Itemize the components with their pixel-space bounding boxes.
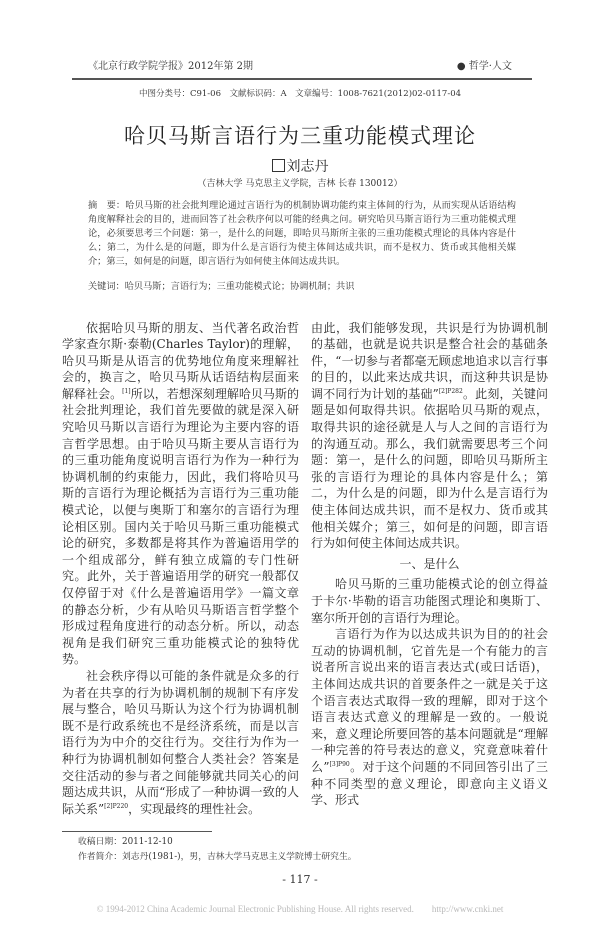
received-date: 收稿日期：2011-12-10	[78, 837, 173, 848]
citation: [1]	[122, 387, 131, 395]
paragraph-text: 依据哈贝马斯的朋友、当代著名政治哲学家查尔斯·泰勒(Charles Taylor)的理解，哈贝马斯是从语言的优势地位角度来理解社会的，换言之，哈贝马斯从话语结构层面来解释社会。	[62, 320, 299, 401]
body-paragraph	[62, 320, 299, 668]
section-label: ● 哲学·人文	[456, 61, 512, 72]
abstract: 摘 要：哈贝马斯的社会批判理论通过言语行为的机制协调功能约束主体间的行为，从而实现从话语结构角度解释社会的目的，进而回答了社会秩序何以可能的经典之问。研究哈贝马斯言语行为三重功能模式理论，必须要思考三个问题：第一，是什么的问题，即哈贝马斯所主张的三重功能模式理论的具体内容是什么；第二，为什么是的问题，即为什么是言语行为使主体间达成共识，而不是权力、货币或其他相关媒介；第三，如何是的问题，即言语行为如何使主体间达成共识。	[88, 199, 516, 268]
body-columns	[62, 320, 548, 818]
affiliation: （吉林大学 马克思主义学院，吉林 长春 130012）	[197, 178, 403, 189]
classification-line: 中图分类号：C91-06 文献标识码：A 文章编号：1008-7621(2012)02-0117-04	[138, 88, 462, 99]
copyright-watermark: © 1994-2012 China Academic Journal Electronic Publishing House. All rights reserved. http://www.cnki.net	[96, 904, 504, 915]
paragraph-text: ，实现最终的理性社会。	[128, 801, 261, 816]
running-header	[88, 60, 512, 74]
paragraph-text: 社会秩序得以可能的条件就是众多的行为者在共享的行为协调机制的规制下有序发展与整合，哈贝马斯认为这个行为协调机制既不是行政系统也不是经济系统，而是以言语行为为中介的交往行为。交往行为作为一种行为协调机制如何整合人类社会？答案是交往活动的参与者之间能够就共同关心的问题达成共识，从而“形成了一种协调一致的人际关系”	[62, 668, 299, 816]
keywords: 关键词：哈贝马斯；言语行为；三重功能模式论；协调机制；共识	[88, 280, 355, 292]
right-column	[311, 320, 548, 818]
author-bio: 作者简介：刘志丹(1981-)，男，吉林大学马克思主义学院博士研究生。	[78, 852, 357, 863]
citation: [2]P282	[438, 387, 463, 395]
footnote-rule	[62, 831, 212, 832]
journal-header: 《北京行政学院学报》2012年第 2期	[88, 61, 253, 72]
author-box-icon	[272, 159, 285, 172]
header-rule	[72, 78, 532, 80]
citation: [2]P220	[104, 802, 129, 810]
paper-title: 哈贝马斯言语行为三重功能模式理论	[124, 123, 476, 148]
body-paragraph: 哈贝马斯的三重功能模式论的创立得益于卡尔·毕勒的语言功能图式理论和奥斯丁、塞尔所开创的言语行为理论。	[311, 577, 548, 625]
paragraph-text: 言语行为作为以达成共识为目的的社会互动的协调机制，它首先是一个有能力的言说者所言说出来的语言表达式(或曰话语)，主体间达成共识的首要条件之一就是关于这个语言表达式取得一致的理解，即对于这个语言表达式意义的理解是一致的。一般说来，意义理论所要回答的基本问题就是“理解一种完善的符号表达的意义，究竟意味着什么”	[311, 627, 548, 774]
author-name: 刘志丹	[286, 158, 329, 175]
paragraph-text: 。对于这个问题的不同回答引出了三种不同类型的意义理论，即意向主义语义学、形式	[311, 759, 548, 808]
paragraph-text: 。此刻，关键问题是如何取得共识。依据哈贝马斯的观点，取得共识的途径就是人与人之间的言语行为的沟通互动。那么，我们就需要思考三个问题：第一，是什么的问题，即哈贝马斯所主张的言语行为理论的具体内容是什么；第二，为什么是的问题，即为什么是言语行为使主体间达成共识，而不是权力、货币或其他相关媒介；第三，如何是的问题，即言语行为如何使主体间达成共识。	[311, 386, 548, 551]
page-number: - 117 -	[282, 873, 318, 887]
body-paragraph	[311, 320, 548, 552]
body-paragraph	[62, 668, 299, 817]
section-heading: 一、是什么	[399, 556, 460, 571]
paragraph-text: 所以，若想深刻理解哈贝马斯的社会批判理论，我们首先要做的就是深入研究哈贝马斯以言语行为理论为主要内容的语言哲学思想。由于哈贝马斯主要从言语行为的三重功能角度说明言语行为作为一种行为协调机制的约束能力，因此，我们将哈贝马斯的言语行为理论概括为言语行为三重功能模式论，以便与奥斯丁和塞尔的言语行为理论相区别。国内关于哈贝马斯三重功能模式论的研究，多数都是将其作为普遍语用学的一个组成部分，鲜有独立成篇的专门性研究。此外，关于普遍语用学的研究一般都仅仅停留于对《什么是普遍语用学》一篇文章的静态分析，少有从哈贝马斯语言哲学整个形成过程角度进行的动态分析。所以，动态视角是我们研究三重功能模式论的独特优势。	[62, 386, 299, 667]
citation: [3]P90	[329, 760, 350, 768]
author	[0, 158, 600, 176]
left-column	[62, 320, 299, 818]
paragraph-text: 由此，我们能够发现，共识是行为协调机制的基础，也就是说共识是整合社会的基础条件，“一切参与者都毫无顾虑地追求以言行事的目的，以此来达成共识，而这种共识是协调不同行为计划的基础”	[311, 320, 548, 401]
body-paragraph	[311, 626, 548, 809]
